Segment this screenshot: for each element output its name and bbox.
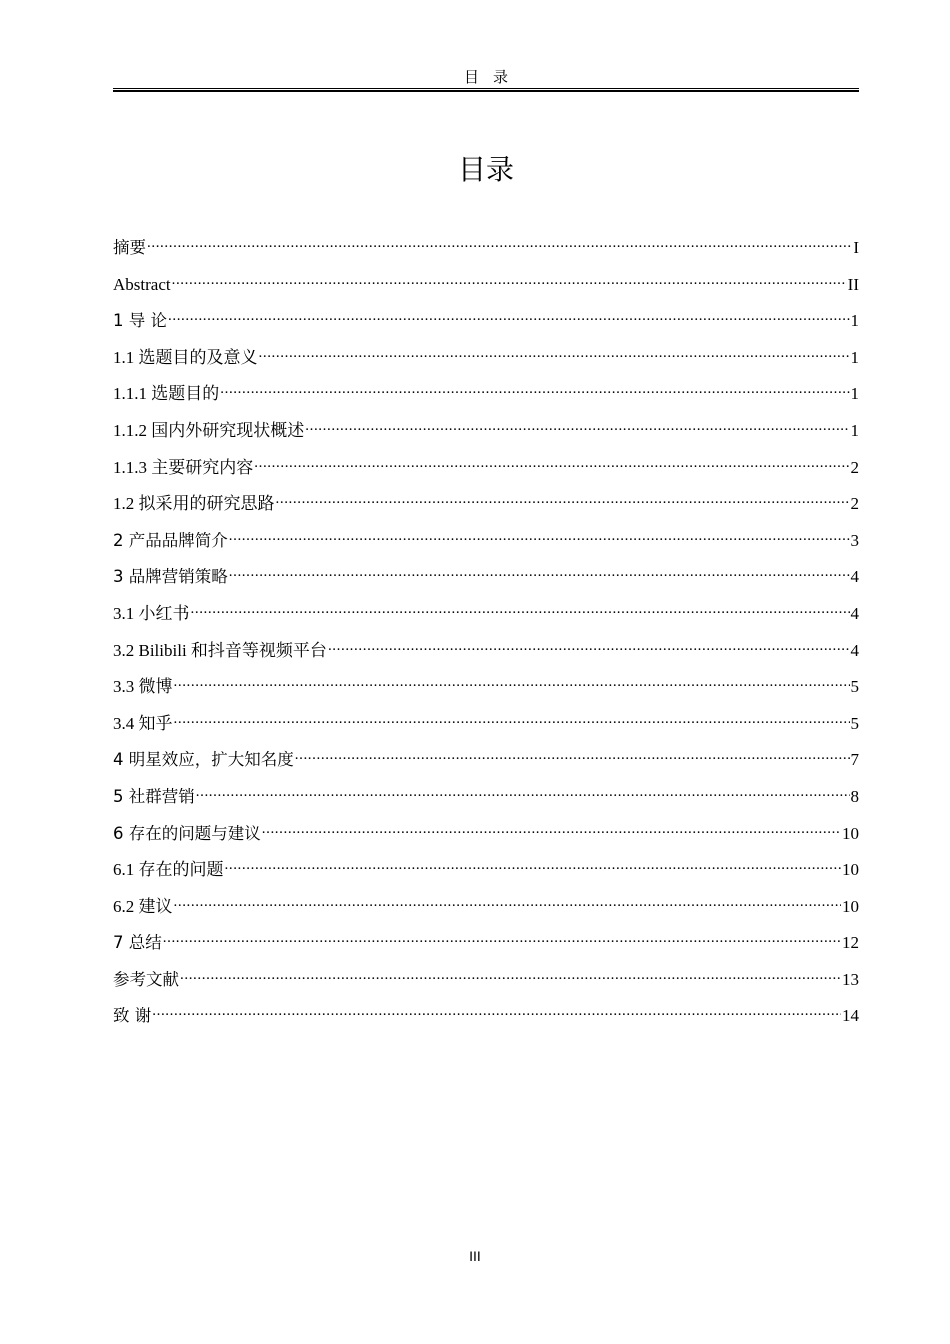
toc-entry[interactable] [113, 1001, 859, 1038]
toc-entry-label: 6.2 建议 [113, 896, 173, 916]
toc-entry-page: 4 [850, 640, 859, 660]
toc-entry-label: 3.3 微博 [113, 677, 173, 697]
toc-entry-page: 1 [850, 420, 859, 440]
toc-entry-label: 3.1 小红书 [113, 603, 190, 623]
toc-entry[interactable] [113, 233, 859, 270]
toc-dot-leader [191, 599, 850, 619]
toc-entry-page: 10 [842, 896, 859, 916]
toc-entry-page: II [847, 274, 859, 294]
page-number: III [469, 1248, 481, 1264]
toc-entry[interactable] [113, 782, 859, 819]
toc-entry[interactable] [113, 489, 859, 526]
toc-entry-label: 1.2 拟采用的研究思路 [113, 494, 275, 514]
toc-entry-label: 1.1.1 选题目的 [113, 384, 220, 404]
toc-entry-page: 14 [842, 1006, 859, 1026]
toc-entry[interactable] [113, 928, 859, 965]
toc-dot-leader [276, 489, 850, 509]
toc-entry-label: 2 产品品牌简介 [113, 530, 228, 550]
toc-entry-page: 10 [842, 860, 859, 880]
toc-entry-label: 7 总结 [113, 933, 162, 953]
toc-entry[interactable] [113, 453, 859, 490]
toc-entry-page: 7 [850, 750, 859, 770]
toc-entry[interactable] [113, 526, 859, 563]
toc-dot-leader [259, 343, 850, 363]
toc-entry-page: 4 [850, 603, 859, 623]
toc-entry-label: 3 品牌营销策略 [113, 567, 228, 587]
toc-entry[interactable] [113, 709, 859, 746]
toc-entry-page: I [853, 238, 859, 257]
toc-dot-leader [229, 526, 850, 546]
toc-dot-leader [152, 1001, 841, 1021]
toc-entry-page: 13 [842, 969, 859, 989]
toc-entry[interactable] [113, 965, 859, 1002]
toc-dot-leader [168, 306, 850, 326]
toc-entry-page: 4 [850, 567, 859, 587]
toc-entry-page: 1 [850, 384, 859, 404]
toc-entry[interactable] [113, 745, 859, 782]
toc-dot-leader [174, 709, 850, 729]
toc-entry-label: 3.4 知乎 [113, 713, 173, 733]
toc-entry[interactable] [113, 672, 859, 709]
toc-entry-label: 1.1.3 主要研究内容 [113, 457, 254, 477]
toc-entry-label: 1 导 论 [113, 311, 167, 331]
toc-title: 目录 [457, 153, 514, 186]
toc-entry-page: 2 [850, 494, 859, 514]
toc-entry-page: 8 [850, 786, 859, 806]
toc-dot-leader [196, 782, 850, 802]
toc-dot-leader [147, 233, 852, 253]
toc-entry-label: 4 明星效应，扩大知名度 [113, 750, 294, 770]
toc-entry-label: 1.1.2 国内外研究现状概述 [113, 420, 305, 440]
toc-dot-leader [295, 745, 850, 765]
toc-entry[interactable] [113, 892, 859, 929]
toc-dot-leader [220, 379, 849, 399]
toc-entry-label: 3.2 Bilibili 和抖音等视频平台 [113, 640, 327, 660]
toc-entry[interactable] [113, 270, 859, 307]
toc-dot-leader [174, 672, 850, 692]
toc-dot-leader [174, 892, 842, 912]
toc-dot-leader [225, 855, 842, 875]
toc-dot-leader [262, 819, 841, 839]
toc-entry-label: 6.1 存在的问题 [113, 860, 224, 880]
toc-dot-leader [180, 965, 841, 985]
toc-entry-label: 6 存在的问题与建议 [113, 823, 261, 843]
toc-entry-page: 1 [850, 311, 859, 331]
toc-dot-leader [254, 453, 849, 473]
toc-entry[interactable] [113, 636, 859, 673]
toc-entry-label: Abstract [113, 274, 171, 294]
toc-entry[interactable] [113, 343, 859, 380]
toc-entry[interactable] [113, 819, 859, 856]
toc-entry-label: 5 社群营销 [113, 786, 195, 806]
toc-entry-label: 致 谢 [113, 1006, 152, 1026]
toc-entry[interactable] [113, 599, 859, 636]
toc-entry-label: 摘要 [113, 238, 146, 257]
toc-dot-leader [328, 636, 850, 656]
table-of-contents [113, 233, 859, 1038]
toc-entry[interactable] [113, 855, 859, 892]
toc-entry-page: 5 [850, 677, 859, 697]
toc-entry[interactable] [113, 379, 859, 416]
running-header: 目录 [463, 70, 522, 86]
toc-dot-leader [163, 928, 841, 948]
toc-entry-page: 3 [850, 530, 859, 550]
toc-dot-leader [229, 562, 850, 582]
toc-entry-label: 参考文献 [113, 969, 179, 989]
toc-entry-page: 12 [842, 933, 859, 953]
toc-dot-leader [172, 270, 847, 290]
toc-entry-page: 10 [842, 823, 859, 843]
toc-entry[interactable] [113, 306, 859, 343]
toc-entry[interactable] [113, 562, 859, 599]
toc-entry-page: 2 [850, 457, 859, 477]
header-rule [113, 88, 859, 92]
toc-entry-page: 5 [850, 713, 859, 733]
toc-entry-label: 1.1 选题目的及意义 [113, 347, 258, 367]
toc-entry[interactable] [113, 416, 859, 453]
toc-entry-page: 1 [850, 347, 859, 367]
toc-dot-leader [305, 416, 849, 436]
